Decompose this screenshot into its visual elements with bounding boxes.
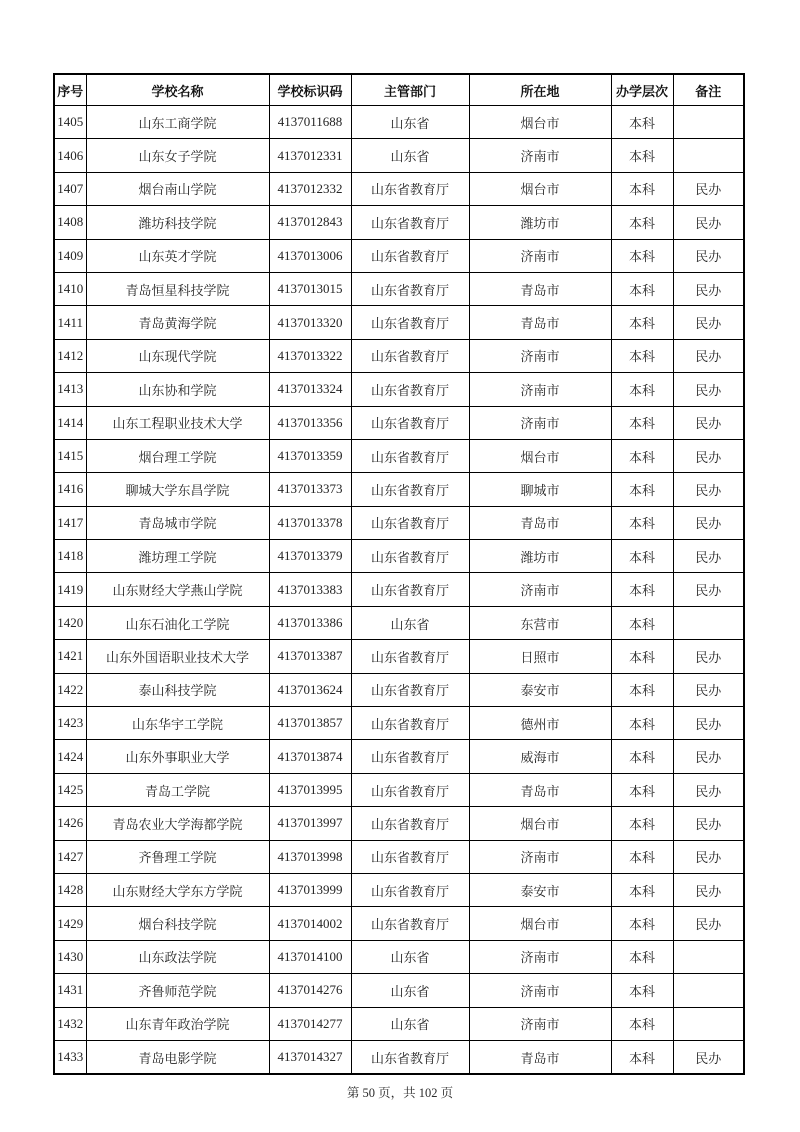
cell-seq: 1408	[54, 206, 86, 239]
cell-school-name: 烟台科技学院	[86, 907, 269, 940]
cell-remark: 民办	[673, 1040, 744, 1074]
cell-school-code: 4137012331	[269, 139, 351, 172]
cell-school-code: 4137014002	[269, 907, 351, 940]
column-header-level: 办学层次	[611, 74, 673, 106]
cell-level: 本科	[611, 439, 673, 472]
cell-location: 烟台市	[469, 439, 611, 472]
table-header-row	[54, 74, 744, 106]
cell-remark: 民办	[673, 172, 744, 205]
cell-department: 山东省	[351, 1007, 469, 1040]
cell-department: 山东省教育厅	[351, 172, 469, 205]
cell-remark: 民办	[673, 406, 744, 439]
table-row	[54, 373, 744, 406]
cell-location: 烟台市	[469, 172, 611, 205]
cell-school-code: 4137013320	[269, 306, 351, 339]
cell-department: 山东省教育厅	[351, 239, 469, 272]
cell-department: 山东省教育厅	[351, 306, 469, 339]
cell-location: 济南市	[469, 406, 611, 439]
cell-school-code: 4137013006	[269, 239, 351, 272]
cell-remark: 民办	[673, 339, 744, 372]
cell-school-name: 山东现代学院	[86, 339, 269, 372]
cell-remark: 民办	[673, 473, 744, 506]
cell-seq: 1421	[54, 640, 86, 673]
cell-level: 本科	[611, 239, 673, 272]
table-row	[54, 406, 744, 439]
cell-remark: 民办	[673, 573, 744, 606]
cell-school-code: 4137013387	[269, 640, 351, 673]
cell-school-code: 4137013998	[269, 840, 351, 873]
cell-location: 青岛市	[469, 506, 611, 539]
cell-seq: 1428	[54, 873, 86, 906]
table-row	[54, 873, 744, 906]
page-number-footer: 第 50 页，共 102 页	[346, 1086, 454, 1100]
cell-location: 东营市	[469, 606, 611, 639]
cell-seq: 1432	[54, 1007, 86, 1040]
table-row	[54, 940, 744, 973]
cell-remark: 民办	[673, 773, 744, 806]
cell-department: 山东省教育厅	[351, 473, 469, 506]
cell-remark: 民办	[673, 272, 744, 305]
cell-seq: 1417	[54, 506, 86, 539]
cell-level: 本科	[611, 1007, 673, 1040]
cell-school-name: 山东青年政治学院	[86, 1007, 269, 1040]
cell-school-code: 4137013383	[269, 573, 351, 606]
cell-seq: 1406	[54, 139, 86, 172]
cell-level: 本科	[611, 606, 673, 639]
cell-seq: 1412	[54, 339, 86, 372]
column-header-school-name: 学校名称	[86, 74, 269, 106]
cell-school-name: 山东女子学院	[86, 139, 269, 172]
cell-level: 本科	[611, 840, 673, 873]
cell-level: 本科	[611, 306, 673, 339]
cell-school-name: 烟台理工学院	[86, 439, 269, 472]
cell-remark: 民办	[673, 239, 744, 272]
cell-department: 山东省教育厅	[351, 272, 469, 305]
cell-remark: 民办	[673, 640, 744, 673]
cell-school-code: 4137013999	[269, 873, 351, 906]
column-header-seq: 序号	[54, 74, 86, 106]
cell-department: 山东省教育厅	[351, 573, 469, 606]
cell-school-code: 4137013373	[269, 473, 351, 506]
cell-seq: 1424	[54, 740, 86, 773]
cell-school-name: 青岛黄海学院	[86, 306, 269, 339]
cell-school-name: 青岛农业大学海都学院	[86, 807, 269, 840]
cell-location: 济南市	[469, 840, 611, 873]
cell-remark	[673, 139, 744, 172]
cell-seq: 1427	[54, 840, 86, 873]
cell-school-name: 泰山科技学院	[86, 673, 269, 706]
cell-remark: 民办	[673, 807, 744, 840]
cell-seq: 1415	[54, 439, 86, 472]
table-row	[54, 506, 744, 539]
cell-seq: 1409	[54, 239, 86, 272]
cell-department: 山东省教育厅	[351, 907, 469, 940]
cell-school-code: 4137014100	[269, 940, 351, 973]
cell-location: 泰安市	[469, 673, 611, 706]
cell-seq: 1430	[54, 940, 86, 973]
cell-level: 本科	[611, 206, 673, 239]
cell-school-code: 4137013359	[269, 439, 351, 472]
cell-school-name: 山东工商学院	[86, 106, 269, 139]
cell-school-name: 齐鲁师范学院	[86, 974, 269, 1007]
cell-remark: 民办	[673, 873, 744, 906]
cell-school-code: 4137013997	[269, 807, 351, 840]
cell-school-name: 山东华宇工学院	[86, 707, 269, 740]
cell-level: 本科	[611, 106, 673, 139]
table-row	[54, 974, 744, 1007]
cell-school-code: 4137014277	[269, 1007, 351, 1040]
cell-level: 本科	[611, 573, 673, 606]
cell-seq: 1411	[54, 306, 86, 339]
cell-level: 本科	[611, 673, 673, 706]
cell-location: 烟台市	[469, 807, 611, 840]
cell-seq: 1419	[54, 573, 86, 606]
cell-remark: 民办	[673, 373, 744, 406]
cell-school-name: 烟台南山学院	[86, 172, 269, 205]
cell-school-code: 4137013874	[269, 740, 351, 773]
table-row	[54, 907, 744, 940]
cell-level: 本科	[611, 272, 673, 305]
cell-level: 本科	[611, 940, 673, 973]
cell-level: 本科	[611, 807, 673, 840]
cell-department: 山东省教育厅	[351, 707, 469, 740]
table-row	[54, 139, 744, 172]
cell-location: 济南市	[469, 139, 611, 172]
cell-school-name: 山东外国语职业技术大学	[86, 640, 269, 673]
cell-seq: 1426	[54, 807, 86, 840]
cell-seq: 1410	[54, 272, 86, 305]
table-row	[54, 339, 744, 372]
cell-department: 山东省	[351, 139, 469, 172]
cell-seq: 1405	[54, 106, 86, 139]
cell-seq: 1407	[54, 172, 86, 205]
cell-level: 本科	[611, 974, 673, 1007]
cell-school-name: 青岛恒星科技学院	[86, 272, 269, 305]
cell-location: 潍坊市	[469, 540, 611, 573]
cell-location: 济南市	[469, 940, 611, 973]
cell-department: 山东省教育厅	[351, 740, 469, 773]
cell-school-code: 4137013324	[269, 373, 351, 406]
cell-school-code: 4137014276	[269, 974, 351, 1007]
cell-department: 山东省教育厅	[351, 339, 469, 372]
cell-school-name: 山东工程职业技术大学	[86, 406, 269, 439]
cell-seq: 1418	[54, 540, 86, 573]
cell-level: 本科	[611, 640, 673, 673]
cell-school-name: 聊城大学东昌学院	[86, 473, 269, 506]
cell-location: 青岛市	[469, 773, 611, 806]
cell-school-name: 青岛城市学院	[86, 506, 269, 539]
cell-remark: 民办	[673, 840, 744, 873]
cell-department: 山东省教育厅	[351, 373, 469, 406]
cell-seq: 1431	[54, 974, 86, 1007]
cell-department: 山东省教育厅	[351, 840, 469, 873]
cell-remark	[673, 606, 744, 639]
cell-seq: 1429	[54, 907, 86, 940]
cell-location: 威海市	[469, 740, 611, 773]
cell-level: 本科	[611, 406, 673, 439]
table-row	[54, 272, 744, 305]
table-row	[54, 306, 744, 339]
cell-remark: 民办	[673, 673, 744, 706]
cell-school-name: 山东外事职业大学	[86, 740, 269, 773]
cell-department: 山东省教育厅	[351, 506, 469, 539]
cell-remark	[673, 974, 744, 1007]
cell-school-code: 4137013322	[269, 339, 351, 372]
cell-location: 聊城市	[469, 473, 611, 506]
cell-location: 济南市	[469, 339, 611, 372]
table-row	[54, 807, 744, 840]
cell-department: 山东省教育厅	[351, 540, 469, 573]
cell-location: 泰安市	[469, 873, 611, 906]
column-header-location: 所在地	[469, 74, 611, 106]
table-row	[54, 172, 744, 205]
cell-seq: 1413	[54, 373, 86, 406]
cell-location: 青岛市	[469, 1040, 611, 1074]
cell-location: 日照市	[469, 640, 611, 673]
cell-department: 山东省教育厅	[351, 406, 469, 439]
cell-school-code: 4137012843	[269, 206, 351, 239]
cell-level: 本科	[611, 172, 673, 205]
cell-seq: 1420	[54, 606, 86, 639]
cell-school-code: 4137013624	[269, 673, 351, 706]
cell-level: 本科	[611, 473, 673, 506]
table-row	[54, 1007, 744, 1040]
cell-school-code: 4137013015	[269, 272, 351, 305]
cell-seq: 1433	[54, 1040, 86, 1074]
cell-level: 本科	[611, 373, 673, 406]
cell-location: 青岛市	[469, 306, 611, 339]
cell-department: 山东省教育厅	[351, 773, 469, 806]
cell-department: 山东省	[351, 940, 469, 973]
cell-department: 山东省教育厅	[351, 439, 469, 472]
table-row	[54, 239, 744, 272]
table-row	[54, 707, 744, 740]
cell-department: 山东省教育厅	[351, 673, 469, 706]
cell-seq: 1422	[54, 673, 86, 706]
table-row	[54, 606, 744, 639]
cell-school-name: 山东财经大学燕山学院	[86, 573, 269, 606]
cell-seq: 1414	[54, 406, 86, 439]
table-row	[54, 573, 744, 606]
cell-school-code: 4137013356	[269, 406, 351, 439]
school-table	[53, 73, 745, 1075]
cell-location: 济南市	[469, 239, 611, 272]
cell-level: 本科	[611, 740, 673, 773]
cell-department: 山东省教育厅	[351, 807, 469, 840]
cell-department: 山东省	[351, 974, 469, 1007]
cell-location: 济南市	[469, 373, 611, 406]
cell-location: 德州市	[469, 707, 611, 740]
column-header-school-code: 学校标识码	[269, 74, 351, 106]
table-row	[54, 540, 744, 573]
cell-department: 山东省教育厅	[351, 1040, 469, 1074]
cell-level: 本科	[611, 506, 673, 539]
cell-level: 本科	[611, 707, 673, 740]
cell-school-name: 山东英才学院	[86, 239, 269, 272]
column-header-department: 主管部门	[351, 74, 469, 106]
cell-school-name: 山东财经大学东方学院	[86, 873, 269, 906]
cell-department: 山东省教育厅	[351, 640, 469, 673]
cell-school-code: 4137013857	[269, 707, 351, 740]
table-row	[54, 106, 744, 139]
cell-remark	[673, 940, 744, 973]
cell-remark: 民办	[673, 206, 744, 239]
cell-location: 济南市	[469, 1007, 611, 1040]
cell-department: 山东省	[351, 106, 469, 139]
cell-level: 本科	[611, 339, 673, 372]
cell-remark: 民办	[673, 540, 744, 573]
cell-school-code: 4137013995	[269, 773, 351, 806]
cell-location: 烟台市	[469, 907, 611, 940]
cell-level: 本科	[611, 540, 673, 573]
cell-remark	[673, 1007, 744, 1040]
cell-school-code: 4137013386	[269, 606, 351, 639]
table-row	[54, 439, 744, 472]
cell-remark: 民办	[673, 907, 744, 940]
table-row	[54, 740, 744, 773]
table-row	[54, 673, 744, 706]
cell-seq: 1416	[54, 473, 86, 506]
cell-school-name: 潍坊理工学院	[86, 540, 269, 573]
cell-school-name: 齐鲁理工学院	[86, 840, 269, 873]
cell-location: 潍坊市	[469, 206, 611, 239]
cell-level: 本科	[611, 773, 673, 806]
cell-remark: 民办	[673, 506, 744, 539]
cell-school-name: 青岛电影学院	[86, 1040, 269, 1074]
table-row	[54, 473, 744, 506]
cell-school-code: 4137012332	[269, 172, 351, 205]
cell-seq: 1425	[54, 773, 86, 806]
cell-remark	[673, 106, 744, 139]
cell-location: 济南市	[469, 573, 611, 606]
cell-remark: 民办	[673, 740, 744, 773]
cell-school-code: 4137013379	[269, 540, 351, 573]
cell-location: 青岛市	[469, 272, 611, 305]
cell-location: 济南市	[469, 974, 611, 1007]
cell-school-code: 4137011688	[269, 106, 351, 139]
table-row	[54, 1040, 744, 1074]
cell-school-name: 山东协和学院	[86, 373, 269, 406]
table-row	[54, 773, 744, 806]
cell-school-name: 潍坊科技学院	[86, 206, 269, 239]
cell-school-name: 山东政法学院	[86, 940, 269, 973]
cell-department: 山东省教育厅	[351, 873, 469, 906]
cell-school-code: 4137013378	[269, 506, 351, 539]
cell-location: 烟台市	[469, 106, 611, 139]
cell-department: 山东省教育厅	[351, 206, 469, 239]
cell-school-name: 山东石油化工学院	[86, 606, 269, 639]
cell-school-name: 青岛工学院	[86, 773, 269, 806]
cell-school-code: 4137014327	[269, 1040, 351, 1074]
cell-level: 本科	[611, 873, 673, 906]
table-row	[54, 206, 744, 239]
column-header-remark: 备注	[673, 74, 744, 106]
table-row	[54, 840, 744, 873]
table-row	[54, 640, 744, 673]
cell-remark: 民办	[673, 439, 744, 472]
cell-level: 本科	[611, 1040, 673, 1074]
cell-level: 本科	[611, 139, 673, 172]
cell-seq: 1423	[54, 707, 86, 740]
cell-remark: 民办	[673, 707, 744, 740]
cell-level: 本科	[611, 907, 673, 940]
cell-department: 山东省	[351, 606, 469, 639]
cell-remark: 民办	[673, 306, 744, 339]
